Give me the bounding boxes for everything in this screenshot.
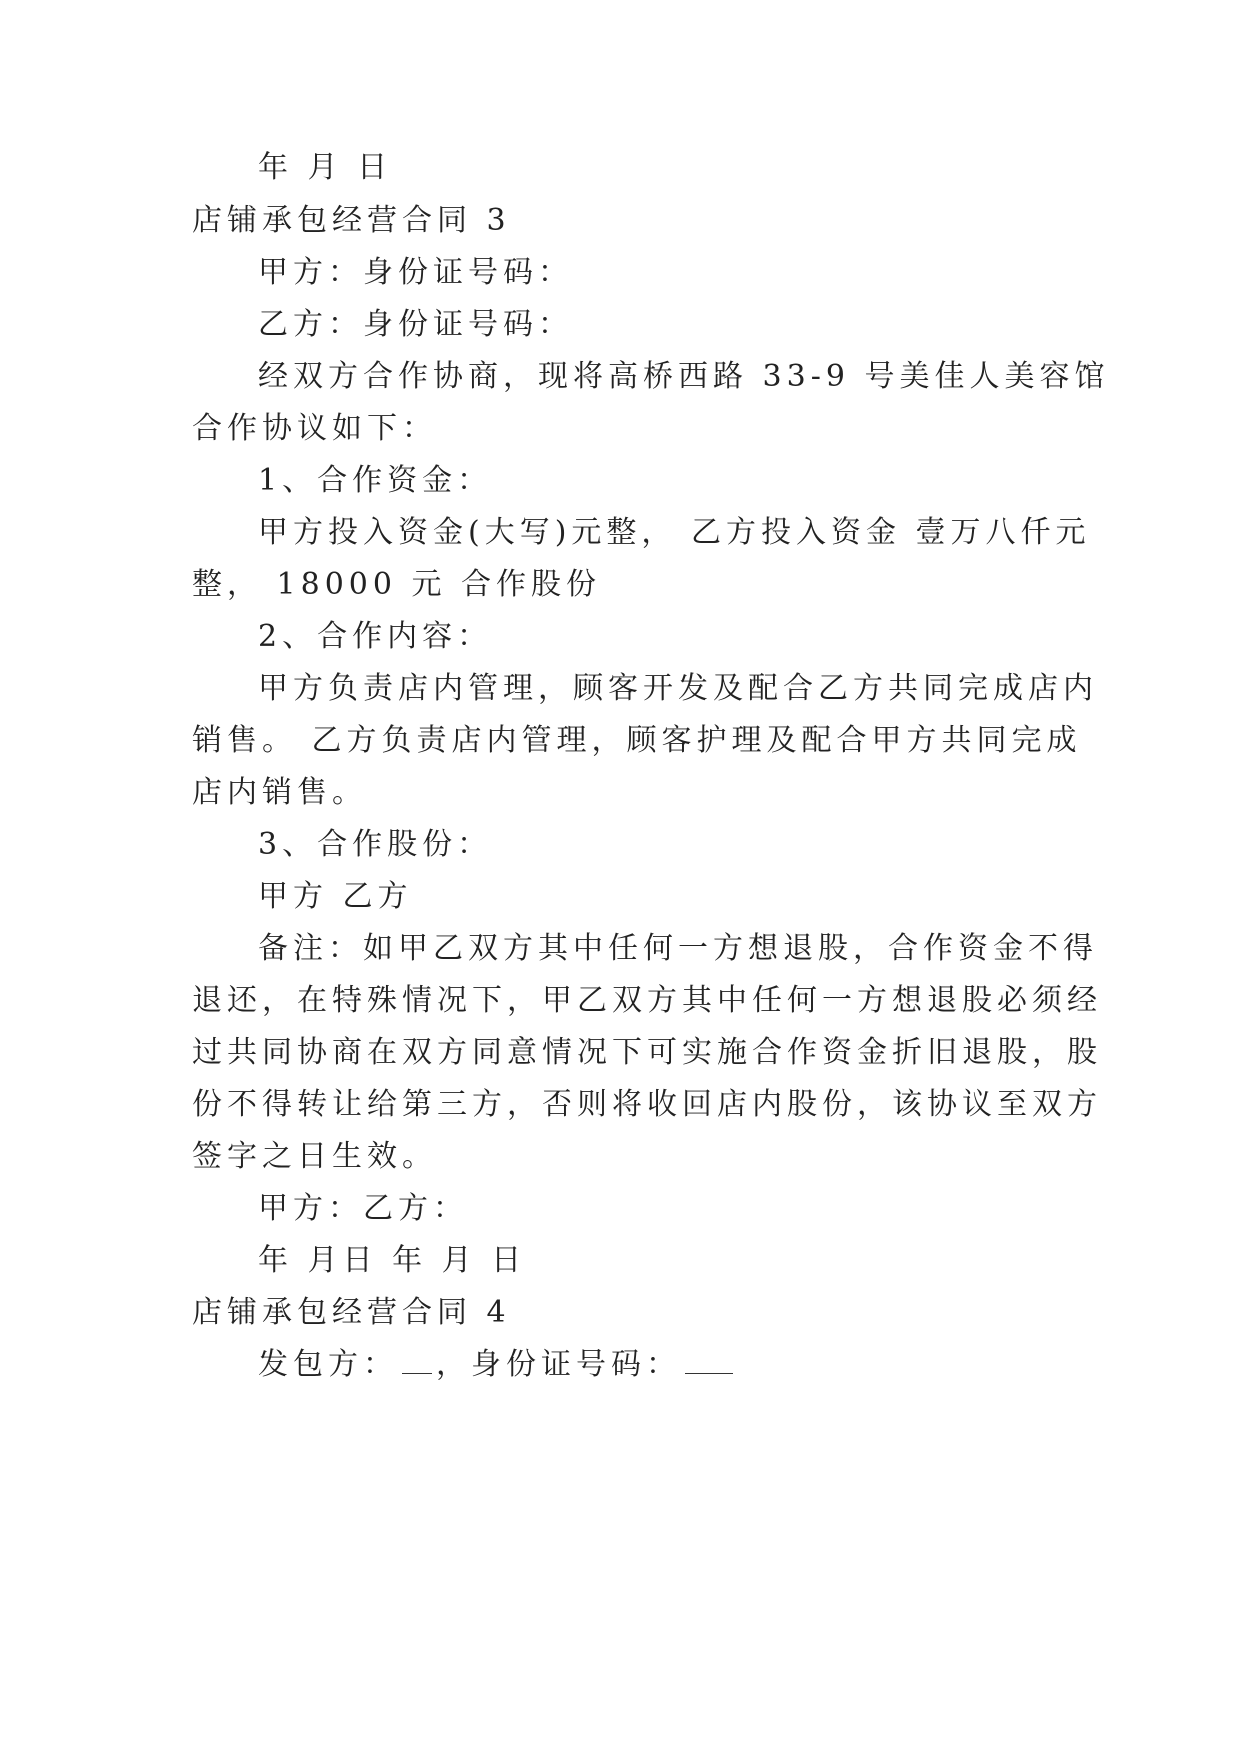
signature-dates-line: 年 月日 年 月 日 xyxy=(258,1243,527,1278)
remarks-line-1: 备注：如甲乙双方其中任何一方想退股，合作资金不得 xyxy=(258,931,1098,966)
signature-parties-line: 甲方：乙方： xyxy=(258,1191,468,1226)
contractor-id-blank xyxy=(685,1349,733,1374)
contractor-name-blank xyxy=(402,1349,432,1374)
contractor-label: 发包方： xyxy=(258,1347,398,1382)
section-title-contract-4: 店铺承包经营合同 4 xyxy=(192,1295,511,1330)
clause-3-parties: 甲方 乙方 xyxy=(258,879,413,914)
section-title-contract-3: 店铺承包经营合同 3 xyxy=(192,203,511,238)
remarks-line-5: 签字之日生效。 xyxy=(192,1139,437,1174)
clause-2-text-line-2: 销售。 乙方负责店内管理，顾客护理及配合甲方共同完成 xyxy=(192,723,1082,758)
clause-1-text-line-2: 整， 18000 元 合作股份 xyxy=(192,567,602,602)
clause-3-heading: 3、合作股份： xyxy=(258,827,493,862)
clause-2-text-line-3: 店内销售。 xyxy=(192,775,367,810)
remarks-line-3: 过共同协商在双方同意情况下可实施合作资金折旧退股，股 xyxy=(192,1035,1102,1070)
clause-1-text-line-1: 甲方投入资金(大写)元整， 乙方投入资金 壹万八仟元 xyxy=(258,515,1091,550)
contractor-id-line xyxy=(258,1347,1052,1383)
remarks-line-4: 份不得转让给第三方，否则将收回店内股份，该协议至双方 xyxy=(192,1087,1102,1122)
date-line: 年 月 日 xyxy=(258,150,393,185)
party-a-id-line: 甲方：身份证号码： xyxy=(258,255,573,290)
contractor-id-label: ，身份证号码： xyxy=(436,1347,681,1382)
intro-paragraph-line-2: 合作协议如下： xyxy=(192,411,437,446)
clause-1-heading: 1、合作资金： xyxy=(258,463,493,498)
intro-paragraph-line-1: 经双方合作协商，现将高桥西路 33-9 号美佳人美容馆 xyxy=(258,359,1110,394)
clause-2-heading: 2、合作内容： xyxy=(258,619,493,654)
party-b-id-line: 乙方：身份证号码： xyxy=(258,307,573,342)
clause-2-text-line-1: 甲方负责店内管理，顾客开发及配合乙方共同完成店内 xyxy=(258,671,1098,706)
remarks-line-2: 退还，在特殊情况下，甲乙双方其中任何一方想退股必须经 xyxy=(192,983,1102,1018)
